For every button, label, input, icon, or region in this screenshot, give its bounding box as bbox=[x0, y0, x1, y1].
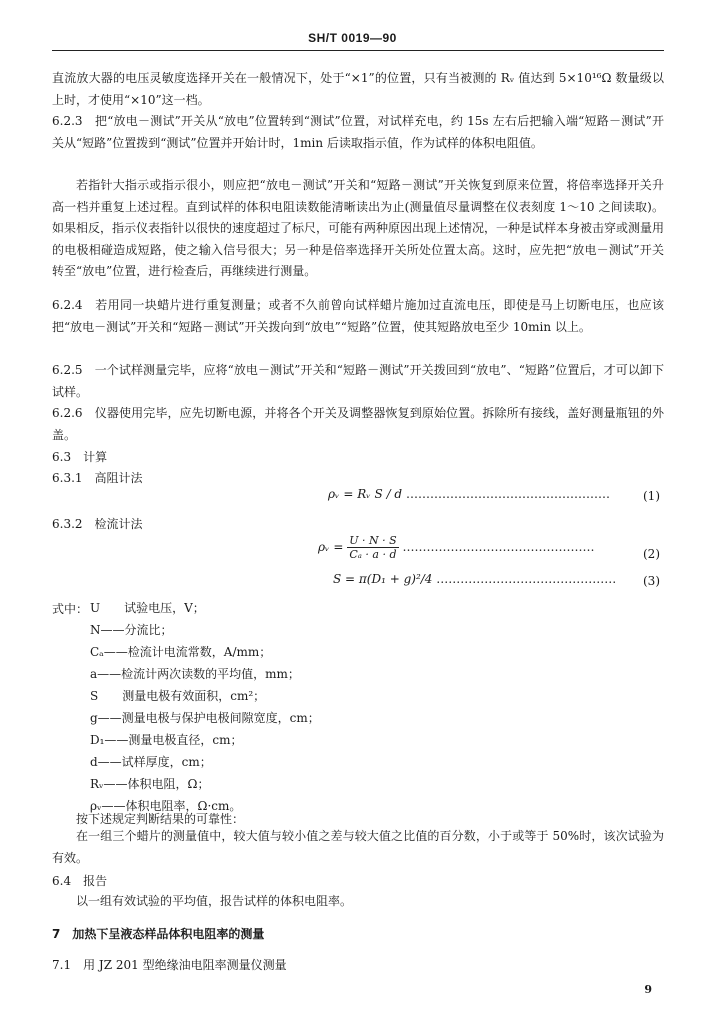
header-rule bbox=[52, 50, 664, 51]
section-6-3: 6.3 计算 bbox=[52, 450, 108, 464]
report-text: 以一组有效试验的平均值，报告试样的体积电阻率。 bbox=[76, 894, 353, 908]
equation-1 bbox=[328, 487, 610, 501]
equation-1-formula: ρᵥ = Rᵥ S / d bbox=[328, 487, 403, 501]
section-7-heading: 7 加热下呈液态样品体积电阻率的测量 bbox=[52, 927, 265, 941]
legend-item: S 测量电极有效面积，cm²； bbox=[90, 689, 266, 703]
legend-item: N——分流比； bbox=[90, 623, 173, 637]
legend-item: ρᵥ——体积电阻率，Ω·cm。 bbox=[90, 799, 242, 813]
paragraph-amplifier: 直流放大器的电压灵敏度选择开关在一般情况下，处于“×1”的位置，只有当被测的 Rᵥ 值达到 5×10¹⁶Ω 数量级以上时，才使用“×10”这一档。 bbox=[52, 71, 664, 107]
equation-3-dots: ……………………………………… bbox=[436, 572, 617, 586]
judgement-rule: 按下述规定判断结果的可靠性： bbox=[76, 812, 245, 826]
equation-2-lhs: ρᵥ = bbox=[318, 540, 344, 554]
legend-item: a——检流计两次读数的平均值，mm； bbox=[90, 667, 300, 681]
legend-item: d——试样厚度，cm； bbox=[90, 755, 212, 769]
page-number: 9 bbox=[644, 983, 652, 996]
judgement-criteria: 在一组三个蜡片的测量值中，较大值与较小值之差与较大值之比值的百分数，小于或等于 50%时，该次试验为有效。 bbox=[52, 829, 664, 865]
legend-item: Cₐ——检流计电流常数，A/mm； bbox=[90, 645, 272, 659]
paragraph-6-2-4: 6.2.4 若用同一块蜡片进行重复测量；或者不久前曾向试样蜡片施加过直流电压，即使是马上切断电压，也应该把“放电－测试”开关和“短路－测试”开关拨向到“放电”“短路”位置，使其短路放电至少 10min 以上。 bbox=[52, 298, 664, 334]
equation-2-number: (2) bbox=[643, 547, 660, 561]
equation-2-denominator: Cₐ · a · d bbox=[349, 548, 397, 561]
equation-2 bbox=[318, 534, 594, 561]
equation-1-dots: …………………………………………… bbox=[405, 487, 610, 501]
legend-item: U 试验电压，V； bbox=[90, 601, 205, 615]
equation-3 bbox=[333, 572, 616, 586]
equation-2-dots: ………………………………………… bbox=[402, 540, 595, 554]
section-6-3-1: 6.3.1 高阻计法 bbox=[52, 471, 143, 485]
section-7-1: 7.1 用 JZ 201 型绝缘油电阻率测量仪测量 bbox=[52, 958, 287, 972]
equation-2-fraction bbox=[347, 534, 398, 561]
legend-item: D₁——测量电极直径，cm； bbox=[90, 733, 243, 747]
paragraph-6-2-6: 6.2.6 仪器使用完毕，应先切断电源，并将各个开关及调整器恢复到原始位置。拆除所有接线，盖好测量瓶钮的外盖。 bbox=[52, 406, 664, 442]
equation-3-formula: S = π(D₁ + g)²/4 bbox=[333, 572, 433, 586]
paragraph-6-2-3-cont: 若指针大指示或指示很小，则应把“放电－测试”开关和“短路－测试”开关恢复到原来位置，将倍率选择开关升高一档并重复上述过程。直到试样的体积电阻读数能清晰读出为止(测量值尽量调整在仪表刻度 1～10 之间读取)。如果相反，指示仪表指针以很快的速度超过了标尺，可能有两种原因出现上述情况，一种是试样本身被击穿或测量用的电极相碰造成短路，使之输入信号很大；另一种是倍率选择开关所处位置太高。这时，应先把“放电－测试”开关转至“放电”位置，进行检查后，再继续进行测量。 bbox=[52, 178, 665, 278]
legend-item: g——测量电极与保护电极间隙宽度，cm； bbox=[90, 711, 320, 725]
paragraph-6-2-5: 6.2.5 一个试样测量完毕，应将“放电－测试”开关和“短路－测试”开关拨回到“放电”、“短路”位置后，才可以卸下试样。 bbox=[52, 363, 664, 399]
legend-item: Rᵥ——体积电阻，Ω； bbox=[90, 777, 210, 791]
section-6-3-2: 6.3.2 检流计法 bbox=[52, 517, 143, 531]
legend-intro: 式中： bbox=[52, 602, 89, 616]
paragraph-6-2-3: 6.2.3 把“放电－测试”开关从“放电”位置转到“测试”位置，对试样充电，约 15s 左右后把输入端“短路－测试”开关从“短路”位置拨到“测试”位置并开始计时，1min 后读取指示值，作为试样的体积电阻值。 bbox=[52, 114, 664, 150]
equation-3-number: (3) bbox=[643, 574, 660, 588]
document-header: SH/T 0019—90 bbox=[308, 31, 397, 45]
equation-1-number: (1) bbox=[643, 489, 660, 503]
equation-2-numerator: U · N · S bbox=[349, 534, 397, 547]
section-6-4: 6.4 报告 bbox=[52, 874, 108, 888]
